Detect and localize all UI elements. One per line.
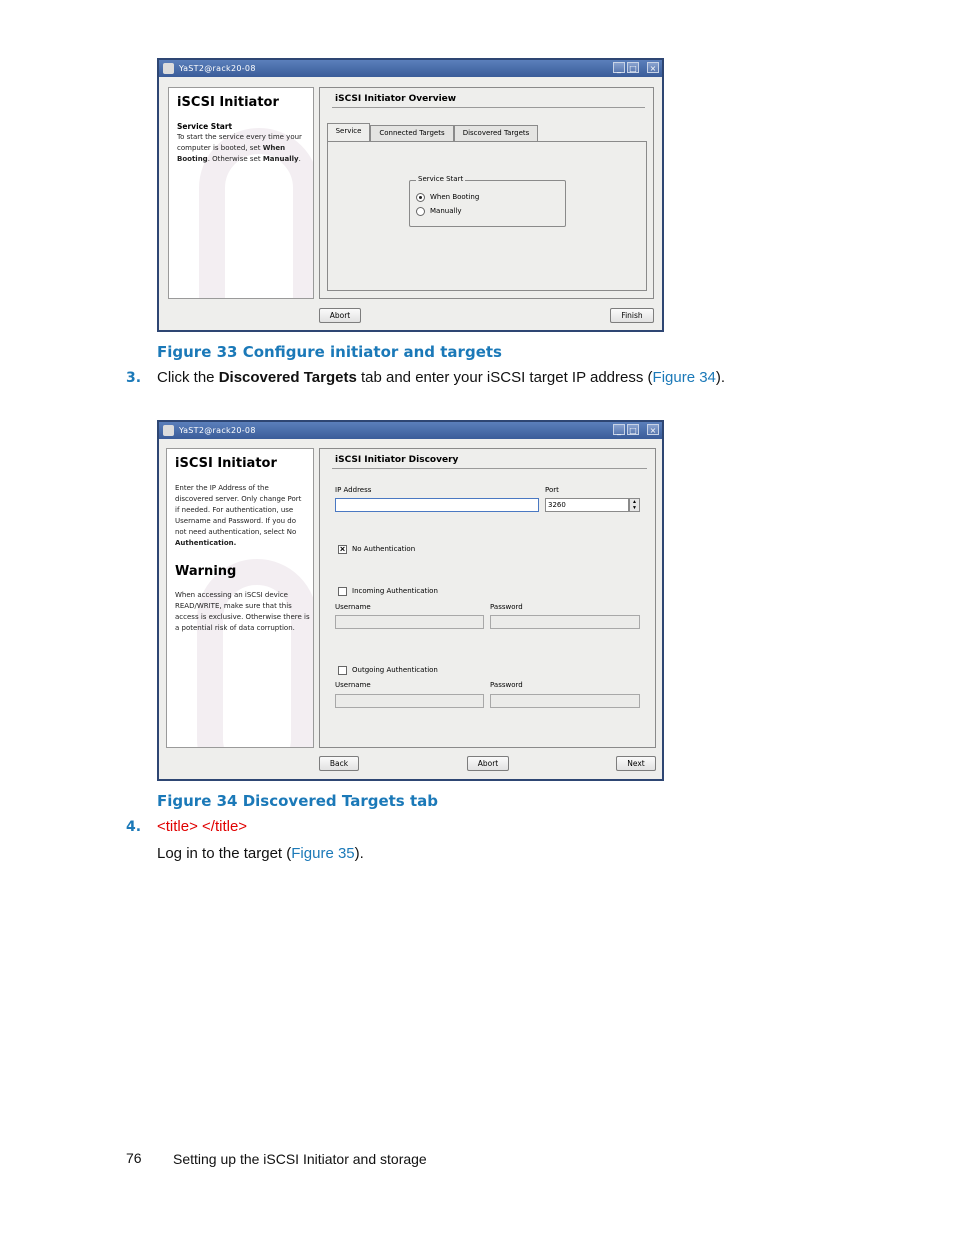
radio-when-booting[interactable]	[416, 193, 425, 202]
divider	[332, 107, 645, 108]
outgoing-password-input[interactable]	[490, 694, 640, 708]
port-label: Port	[545, 486, 559, 494]
service-start-group	[409, 175, 566, 227]
step-3-text: Click the Discovered Targets tab and enter your iSCSI target IP address (Figure 34).	[157, 369, 726, 386]
outgoing-username-input[interactable]	[335, 694, 484, 708]
maximize-icon[interactable]: □	[627, 424, 639, 435]
window-title: YaST2@rack20-08	[179, 64, 256, 73]
minimize-icon[interactable]: _	[613, 424, 625, 435]
radio-manually-label: Manually	[430, 207, 462, 215]
figure-34-screenshot	[157, 420, 664, 781]
panel-title: iSCSI Initiator Overview	[335, 94, 457, 104]
outgoing-authentication-label: Outgoing Authentication	[352, 666, 438, 674]
radio-manually[interactable]	[416, 207, 425, 216]
footer-section-title: Setting up the iSCSI Initiator and storage	[173, 1151, 427, 1167]
close-icon[interactable]: ×	[647, 62, 659, 73]
incoming-password-input[interactable]	[490, 615, 640, 629]
warning-text: When accessing an iSCSI device READ/WRITE, make sure that this access is exclusive. Otherwise there is a potential risk of data corruption.	[175, 591, 310, 632]
help-panel	[166, 448, 314, 748]
incoming-authentication-checkbox[interactable]	[338, 587, 347, 596]
tab-strip	[327, 125, 652, 141]
tab-service[interactable]: Service	[327, 123, 370, 141]
figure-33-screenshot	[157, 58, 664, 332]
tab-content	[327, 141, 647, 291]
group-label: Service Start	[418, 175, 464, 183]
port-spinner[interactable]: ▲ ▼	[629, 498, 640, 512]
maximize-icon[interactable]: □	[627, 62, 639, 73]
discovery-panel	[319, 448, 656, 748]
panel-title: iSCSI Initiator Discovery	[335, 455, 459, 465]
app-icon	[163, 63, 174, 74]
figure-34-link[interactable]: Figure 34	[652, 369, 716, 386]
step-4-title: <title> </title>	[157, 818, 248, 835]
help-panel	[168, 87, 314, 299]
page-number: 76	[126, 1150, 142, 1166]
tab-connected-targets[interactable]: Connected Targets	[370, 125, 454, 141]
help-heading: iSCSI Initiator	[177, 95, 279, 110]
abort-button[interactable]: Abort	[467, 756, 509, 771]
no-authentication-checkbox[interactable]: ×	[339, 544, 346, 554]
app-icon	[163, 425, 174, 436]
outgoing-password-label: Password	[490, 681, 523, 689]
abort-button[interactable]: Abort	[319, 308, 361, 323]
tab-discovered-targets[interactable]: Discovered Targets	[454, 125, 538, 141]
step-3-number: 3.	[126, 370, 142, 386]
warning-heading: Warning	[175, 564, 237, 579]
incoming-authentication-label: Incoming Authentication	[352, 587, 438, 595]
next-button[interactable]: Next	[616, 756, 656, 771]
port-input[interactable]: 3260	[545, 498, 629, 512]
figure-33-caption: Figure 33 Configure initiator and targets	[157, 343, 502, 361]
window-title: YaST2@rack20-08	[179, 426, 256, 435]
figure-34-caption: Figure 34 Discovered Targets tab	[157, 792, 438, 810]
no-authentication-label: No Authentication	[352, 545, 416, 553]
ip-address-input[interactable]	[335, 498, 539, 512]
incoming-username-input[interactable]	[335, 615, 484, 629]
window-titlebar	[159, 422, 662, 439]
help-subheading: Service Start	[177, 122, 233, 131]
window-titlebar	[159, 60, 662, 77]
help-text: To start the service every time your computer is booted, set When Booting. Otherwise set Manually.	[177, 133, 302, 163]
step-4-number: 4.	[126, 819, 142, 835]
help-heading: iSCSI Initiator	[175, 456, 277, 471]
incoming-username-label: Username	[335, 603, 371, 611]
outgoing-authentication-checkbox[interactable]	[338, 666, 347, 675]
figure-35-link[interactable]: Figure 35	[291, 845, 355, 862]
divider	[332, 468, 647, 469]
overview-panel	[319, 87, 654, 299]
radio-when-booting-label: When Booting	[430, 193, 480, 201]
close-icon[interactable]: ×	[647, 424, 659, 435]
watermark-logo	[197, 559, 314, 748]
minimize-icon[interactable]: _	[613, 62, 625, 73]
help-text: Enter the IP Address of the discovered server. Only change Port if needed. For authentication, use Username and Password. If you do not need authentication, select No Authentication.	[175, 484, 302, 547]
finish-button[interactable]: Finish	[610, 308, 654, 323]
step-4-text: Log in to the target (Figure 35).	[157, 845, 364, 862]
outgoing-username-label: Username	[335, 681, 371, 689]
incoming-password-label: Password	[490, 603, 523, 611]
back-button[interactable]: Back	[319, 756, 359, 771]
ip-address-label: IP Address	[335, 486, 372, 494]
